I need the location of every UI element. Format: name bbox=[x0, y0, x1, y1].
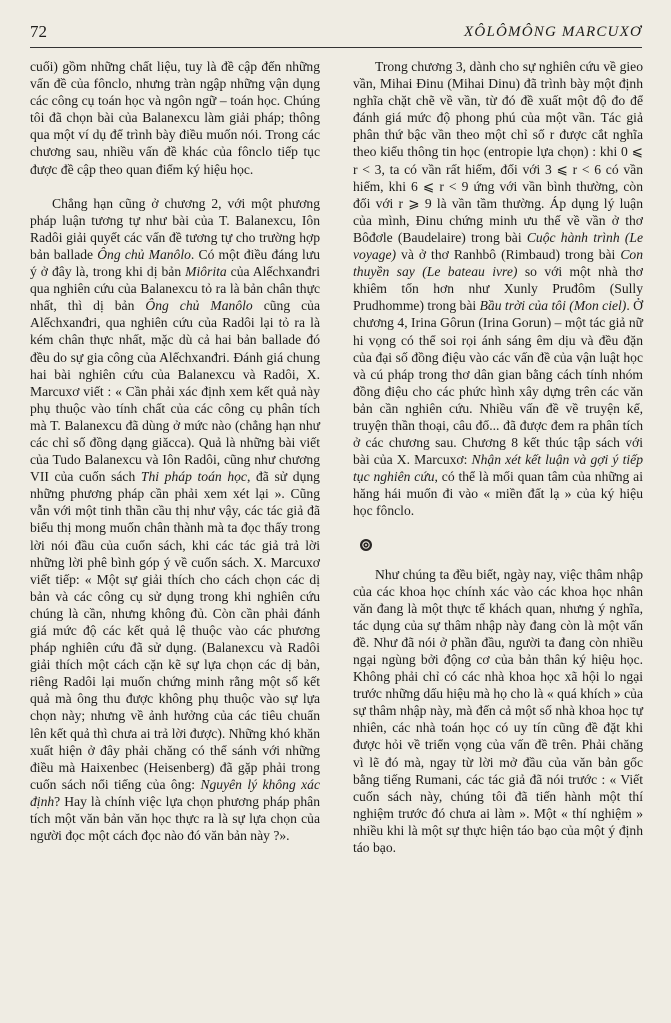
running-title: XÔLÔMÔNG MARCUXƠ bbox=[464, 24, 642, 40]
page-header bbox=[30, 22, 642, 46]
title-thi-phap-toan-hoc: Thi pháp toán học bbox=[140, 469, 247, 485]
title-ong-chu-manolo-2: Ông chủ Manôlo bbox=[145, 298, 253, 314]
paragraph-gap bbox=[30, 178, 320, 195]
header-rule bbox=[30, 47, 642, 48]
title-ong-chu-manolo: Ông chủ Manôlo bbox=[97, 246, 191, 262]
left-column bbox=[30, 58, 320, 844]
title-le-voyage: Cuộc hành trình (Le voyage) bbox=[353, 229, 643, 263]
title-miorita: Miôrita bbox=[185, 264, 227, 280]
right-paragraph-2: Như chúng ta đều biết, ngày nay, việc thâm nhập của các khoa học chính xác vào các khoa học nhân văn đang là một thực tế khách quan, nhưng ý nghĩa, tác dụng của sự thâm nhập này đang còn là một vấn đề. Như đã nói ở phần đầu, người ta đang còn nhiều ngại ngùng bởi động cơ của bản thân ký hiệu học. Không phải chỉ có các nhà khoa học xã hội lo ngại trước những dấu hiệu mà họ cho là « quá khích » của sự thâm nhập này, mà đến cả một số nhà khoa học tự nhiên, các nhà toán học có uy tín cũng đề đặt khi được hỏi về triển vọng của vấn đề trên. Phải chăng vì lẽ đó mà, ngay từ lời mở đầu của văn bản gốc bằng tiếng Rumani, các tác giả đã nói trước : « Viết cuốn sách này, chúng tôi đã tiến hành một thí nghiệm trước đó chưa ai làm ». Một « thí nghiệm » nhiều khi là một sự thực hiện táo bạo của một ý định táo bạo. bbox=[353, 566, 643, 856]
right-paragraph-1: Trong chương 3, dành cho sự nghiên cứu về gieo vần, Mihai Đinu (Mihai Dinu) đã trình bày một định nghĩa chặt chẽ về vần, từ đó đề xuất một độ đo để đánh giá mức độ phong phú của một vần. Tác giả phân thứ bậc vần theo một chỉ số r được cắt nghĩa theo kiểu thông tin học (entropie lựa chọn) : khi 0 ⩽ r < 3, ta có vần rất hiếm, đối với 3 ⩽ r < 6 có vần hiếm, khi 6 ⩽ r < 9 ứng với vần bình thường, còn đối với r ⩾ 9 là vần tầm thường. Áp dụng lý luận của mình, Đinu chứng minh ưu thế về vần ở thơ Bôđơle (Baudelaire) trong bài Cuộc hành trình (Le voyage) và ở thơ Ranhbô (Rimbaud) trong bài Con thuyền say (Le bateau ivre) so với một nhà thơ khiêm tốn hơn như Xunly Pruđôm (Sully Prudhomme) trong bài Bầu trời của tôi (Mon ciel). Ở chương 4, Irina Gôrun (Irina Gorun) – một tác giả nữ hi vọng có thể soi rọi ánh sáng êm dịu và đều đặn của đại số đồng điệu vào các vấn đề của vận luật học và cú pháp trong thơ dân gian bằng cách tính nhóm đồng điệu cho các phức hình xây dựng trên các văn bản cần nghiên cứu. Nhiều vấn đề về truyện kể, truyện thần thoại, câu đố... đã được đem ra phân tích ở các chương sau. Chương 8 kết thúc tập sách với bài của X. Marcuxơ: Nhận xét kết luận và gợi ý tiếp tục nghiên cứu, có thể là mối quan tâm của những ai hăng hái muốn đi vào « miền đất lạ » của ký hiệu học fônclo. bbox=[353, 59, 643, 519]
ornament-icon bbox=[359, 538, 373, 552]
title-nguyen-ly-khong-xac-dinh: Nguyên lý không xác định bbox=[30, 776, 320, 809]
page-number: 72 bbox=[30, 22, 47, 41]
title-mon-ciel: Bầu trời của tôi (Mon ciel) bbox=[479, 298, 627, 314]
title-nhan-xet-ket-luan: Nhận xét kết luận và gợi ý tiếp tục nghiên cứu bbox=[353, 452, 643, 485]
right-column bbox=[353, 58, 643, 856]
title-le-bateau-ivre: Con thuyền say (Le bateau ivre) bbox=[353, 247, 643, 280]
left-paragraph-2: Chẳng hạn cũng ở chương 2, với một phương pháp luận tương tự như bài của T. Balanexcu, Iôn Radôi giải quyết các vấn đề tương tự cho trường hợp bản ballade Ông chủ Manôlo. Có một điều đáng lưu ý ở đây là, trong khi dị bản Miôrita của Alếchxanđri qua nghiên cứu của Balanexcu tỏ ra là bản chân thực nhất, thì dị bản Ông chủ Manôlo cũng của Alếchxanđri, qua nghiên cứu của Radôi lại tỏ ra là kém chân thực nhất, mặc dù cả hai bản ballade đó đều do sự gia công của Alếchxanđri. Đánh giá chung hai bài nghiên cứu của Balanexcu và Radôi, X. Marcuxơ viết : « Cần phải xác định xem kết quả này phụ thuộc vào tính chất của các công cụ phân tích mà T. Balanexcu đã dùng ở mức nào (chẳng hạn như các chỉ số đồng dạng giăcca). Quả là những bài viết của Tudo Balanexcu và Iôn Radôi, cũng như chương VII của cuốn sách Thi pháp toán học, đã sử dụng những phương pháp cần phải xem xét lại ». Cũng vẫn với một tinh thần cầu thị như vậy, các tác giả đã biểu thị mong muốn chân thành mà ta đọc thấy trong lời nói đầu của cuốn sách, khi các tác giả trả lời những lời phê bình góp ý về cuốn sách. X. Marcuxơ viết tiếp: « Một sự giải thích cho cách chọn các dị bản và các công cụ sử dụng trong khi nghiên cứu chúng là cần, nhưng không đủ. Còn cần phải đánh giá mức độ các kết quả lệ thuộc vào các phương pháp nghiên cứu đã sử dụng. (Balanexcu và Radôi giải thích một cách cặn kẽ sự lựa chọn các dị bản, riêng Radôi lại muốn chứng minh rằng một số kết quả mà ông thu được không phụ thuộc vào sự lựa chọn này; nhưng về ảnh hưởng của các tiêu chuẩn lên kết quả thì chưa ai trả lời được). Những khó khăn xuất hiện ở đây phải chăng có thể sánh với những điều mà Haixenbec (Heisenberg) đã gặp phải trong cuốn sách nổi tiếng của ông: Nguyên lý không xác định? Hay là chính việc lựa chọn phương pháp phân tích một văn bản văn học thực ra là sự lựa chọn của người đọc một cách đọc nào đó văn bản này ?». bbox=[30, 195, 321, 844]
left-paragraph-1: cuối) gồm những chất liệu, tuy là đề cập đến những vấn đề của fônclo, nhưng tràn ngập những vận dụng các công cụ toán học và ngôn ngữ – toán học. Chúng tôi đã chọn bài của Balanexcu làm giải pháp; thông qua một ví dụ để trình bày điều muốn nói. Trong các chương sau, nhiều vấn đề khác của fônclo tiếp tục được đề cập theo quan điểm ký hiệu học. bbox=[30, 59, 320, 177]
